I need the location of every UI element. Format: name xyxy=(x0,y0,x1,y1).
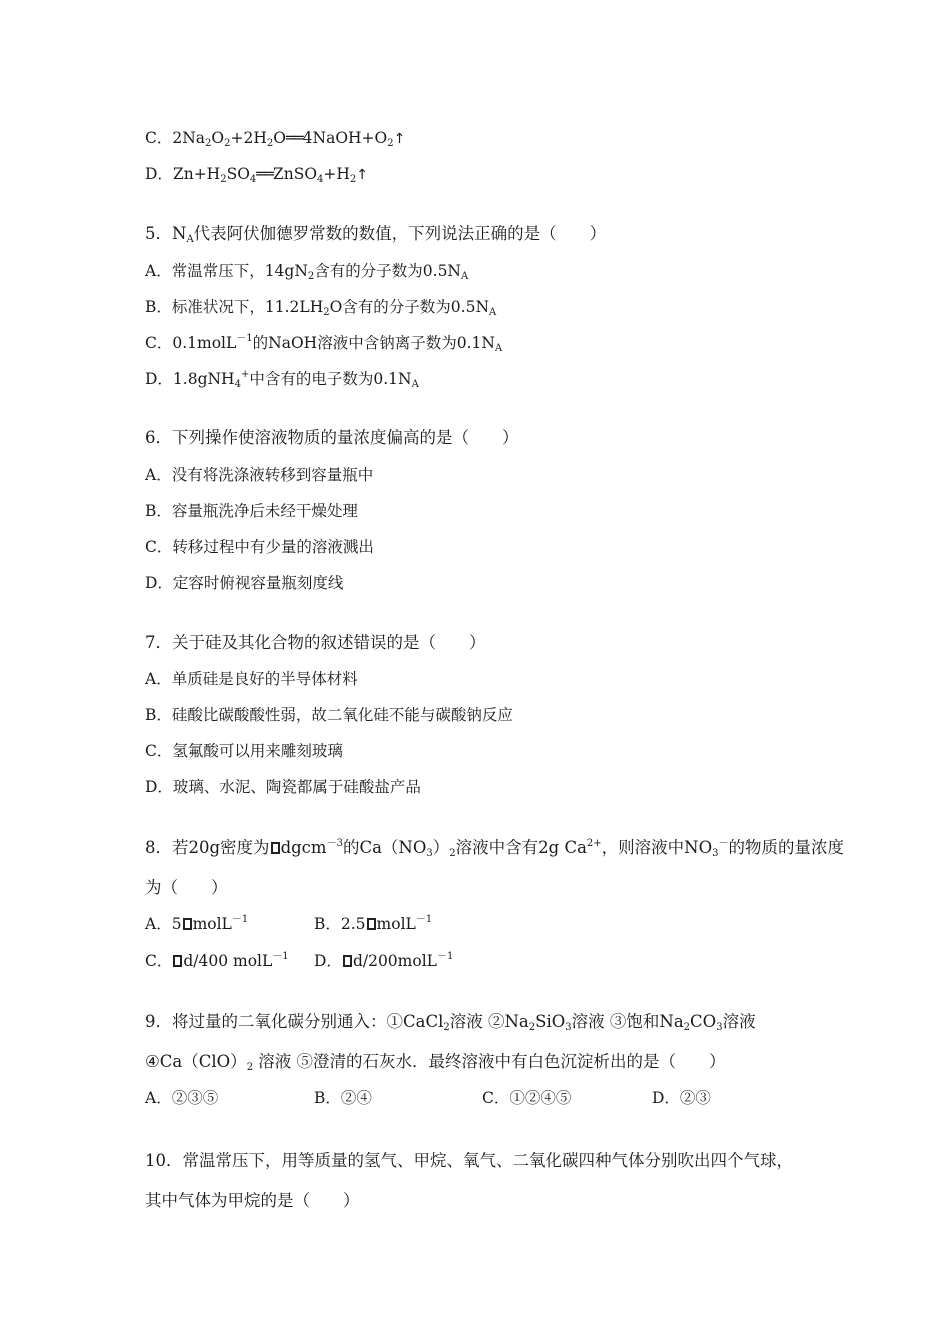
q8-stem-line1: 8．若20g密度为 dgcm$^{-3}$的$Ca(NO_3)_2$溶液中含有2g $Ca^{2+}$，则溶液中$NO_3^-$的物质的量浓度 xyxy=(145,838,845,859)
missing-glyph-box xyxy=(271,842,280,854)
up-arrow-icon: ↑ xyxy=(393,131,406,147)
q8-option-b: B．2.5 molL$^{-1}$ xyxy=(314,914,433,933)
q8-option-a: A．5 molL$^{-1}$ xyxy=(145,914,249,933)
q4-option-d: D．$Zn+H_2SO_4══ZnSO_4+H_2↑$ xyxy=(145,165,369,185)
q7-stem: 7．关于硅及其化合物的叙述错误的是（ ） xyxy=(145,633,486,652)
q10-stem-line2: 其中气体为甲烷的是（ ） xyxy=(145,1191,360,1210)
q7-option-a: A．单质硅是良好的半导体材料 xyxy=(145,670,358,688)
q9-option-b: B．②④ xyxy=(314,1089,372,1107)
q9-option-d: D．②③ xyxy=(652,1089,711,1107)
q7-option-d: D．玻璃、水泥、陶瓷都属于硅酸盐产品 xyxy=(145,778,421,796)
q9-option-a: A．②③⑤ xyxy=(145,1089,219,1107)
q6-option-b: B．容量瓶洗净后未经干燥处理 xyxy=(145,502,358,520)
missing-glyph-box xyxy=(183,918,192,930)
q10-stem-line1: 10．常温常压下，用等质量的氢气、甲烷、氧气、二氧化碳四种气体分别吹出四个气球， xyxy=(145,1151,793,1170)
q9-stem-line1: 9．将过量的二氧化碳分别通入：①CaCl$_2$溶液 $②Na_2SiO_3$溶液 ③饱和$Na_2CO_3$溶液 xyxy=(145,1012,756,1033)
q5-option-b: B．标准状况下，$11.2LH_2O$含有的分子数为$0.5N_A$ xyxy=(145,298,497,318)
q8-stem-line2: 为（ ） xyxy=(145,878,228,897)
up-arrow-icon: ↑ xyxy=(356,167,369,183)
q4-option-c: C．$2Na_2O_2+2H_2O══4NaOH+O_2↑$ xyxy=(145,129,406,149)
q6-option-c: C．转移过程中有少量的溶液溅出 xyxy=(145,538,374,556)
q5-option-c: C．0.1molL$^{-1}$的NaOH溶液中含钠离子数为$0.1N_A$ xyxy=(145,333,503,354)
missing-glyph-box xyxy=(173,955,182,967)
missing-glyph-box xyxy=(367,918,376,930)
q6-option-d: D．定容时俯视容量瓶刻度线 xyxy=(145,574,344,592)
q8-option-c: C． d/400 molL$^{-1}$ xyxy=(145,951,289,970)
q7-option-b: B．硅酸比碳酸酸性弱，故二氧化硅不能与碳酸钠反应 xyxy=(145,706,513,724)
q6-stem: 6．下列操作使溶液物质的量浓度偏高的是（ ） xyxy=(145,428,519,447)
missing-glyph-box xyxy=(343,955,352,967)
q8-option-d: D． d/200molL$^{-1}$ xyxy=(314,951,454,970)
q9-option-c: C．①②④⑤ xyxy=(482,1089,572,1107)
q5-option-a: A．常温常压下，$14gN_2$含有的分子数为$0.5N_A$ xyxy=(145,262,469,282)
q5-option-d: D．1.8gNH$_4$+中含有的电子数为$0.1N_A$ xyxy=(145,369,419,390)
q9-stem-line2: $④Ca(ClO)_2$ 溶液 ⑤澄清的石灰水．最终溶液中有白色沉淀析出的是（ ） xyxy=(145,1052,726,1073)
q5-stem: 5．$N_A$代表阿伏伽德罗常数的数值，下列说法正确的是（ ） xyxy=(145,224,607,245)
q6-option-a: A．没有将洗涤液转移到容量瓶中 xyxy=(145,466,374,484)
q7-option-c: C．氢氟酸可以用来雕刻玻璃 xyxy=(145,742,343,760)
